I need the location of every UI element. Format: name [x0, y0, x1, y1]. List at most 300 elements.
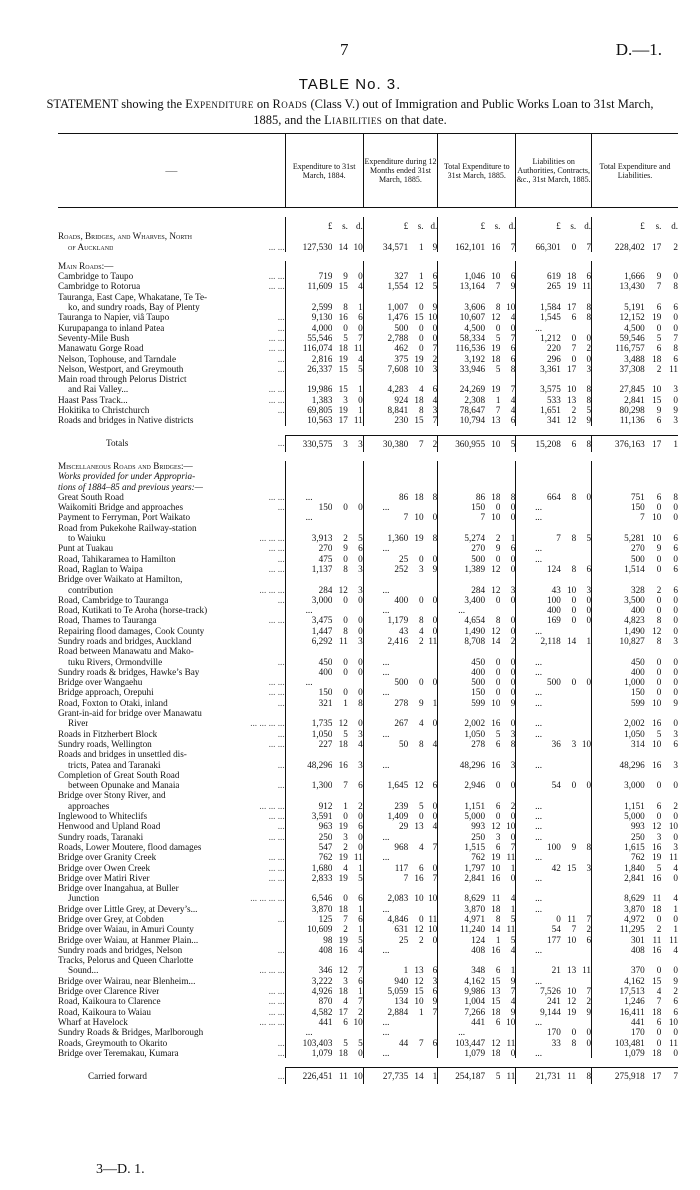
amount-shillings: 18 [491, 1047, 501, 1058]
amount-pounds: 177 [516, 935, 561, 945]
row-label-wrap [58, 323, 285, 333]
amount-pounds: ... [516, 904, 561, 914]
amount-pence [576, 729, 591, 739]
amount-pounds [516, 646, 561, 656]
amount-pence: 6 [358, 543, 363, 554]
amount-shillings [408, 790, 423, 800]
amount-pounds: 408 [285, 945, 332, 955]
amount-pence: 0 [586, 594, 592, 605]
empty-cell [592, 482, 645, 492]
row-label [58, 687, 285, 697]
amount-pence: 6 [358, 975, 363, 986]
row-label [58, 554, 285, 564]
row-label-wrap [58, 1048, 285, 1058]
amount-pounds: 500 [363, 677, 408, 687]
row-label-wrap [58, 636, 285, 646]
amount-shillings: 13 [414, 821, 424, 832]
row-label-wrap [58, 1027, 285, 1037]
row-label-text: Tracks, Pelorus and Queen Charlotte [58, 955, 194, 966]
amount-pounds: 150 [285, 687, 332, 697]
amount-pence: 0 [510, 831, 516, 842]
amount-pence: 11 [506, 852, 516, 863]
amount-shillings: 0 [656, 677, 662, 688]
amount-shillings: 10 [491, 697, 501, 708]
amount-pounds: 2,308 [438, 395, 485, 405]
amount-pounds [285, 374, 332, 384]
amount-pounds: 2,002 [592, 718, 645, 728]
row-label [58, 523, 285, 533]
amount-pence: 11 [669, 934, 678, 945]
amount-pounds: ... [516, 626, 561, 636]
amount-pence: 6 [673, 996, 678, 1007]
empty-cell [332, 471, 347, 481]
amount-shillings: 0 [343, 615, 348, 626]
amount-shillings: 12 [491, 821, 501, 832]
amount-pence: 2 [586, 343, 592, 354]
amount-pence [348, 955, 363, 965]
amount-pounds [285, 523, 332, 533]
amount-pence: 7 [510, 332, 516, 343]
row-label [58, 595, 285, 605]
amount-pounds: 1,360 [363, 533, 408, 543]
amount-pounds: 441 [592, 1017, 645, 1027]
table-row [58, 873, 678, 883]
row-label-text: Manawatu Gorge Road [58, 343, 144, 354]
leader-dots: ... [277, 780, 285, 791]
empty-cell [561, 231, 576, 241]
amount-shillings [645, 646, 662, 656]
table-row [58, 354, 678, 364]
amount-shillings: 5 [343, 332, 348, 343]
leader-dots: ... ... [268, 543, 285, 554]
amount-pence: 3 [510, 584, 516, 595]
row-label-text: Haast Pass Track... [58, 394, 128, 405]
amount-pounds: 4,823 [592, 615, 645, 625]
amount-pence: 7 [432, 1006, 438, 1017]
amount-pence: 4 [358, 944, 363, 955]
row-label-wrap [58, 996, 285, 1006]
amount-pence: 9 [510, 697, 516, 708]
amount-shillings [408, 883, 423, 893]
amount-pounds: 3,222 [285, 976, 332, 986]
amount-pence: 0 [673, 394, 678, 405]
amount-pence [424, 687, 438, 697]
amount-pounds: 751 [592, 492, 645, 502]
amount-pence: 3 [673, 415, 678, 426]
amount-pence: 11 [428, 635, 438, 646]
amount-shillings: 8 [343, 563, 348, 574]
amount-shillings: 19 [414, 533, 424, 544]
amount-pence: 5 [358, 533, 363, 544]
amount-shillings: 19 [491, 384, 501, 395]
amount-pounds: 4,162 [592, 976, 645, 986]
amount-pounds [363, 790, 408, 800]
amount-pence [500, 749, 515, 759]
amount-shillings: 13 [491, 415, 501, 426]
row-label-text: Road from Pukekohe Railway-station [58, 522, 197, 533]
amount-pence: 8 [586, 312, 592, 323]
amount-pence: 3 [432, 363, 438, 374]
empty-cell [285, 461, 332, 471]
subsection-heading: tions of 1884–85 and previous years:— [58, 481, 203, 492]
amount-pence: 9 [510, 1006, 516, 1017]
leader-dots: ... ... [268, 872, 285, 883]
table-row [58, 1038, 678, 1048]
amount-pounds: 296 [516, 354, 561, 364]
table-row [58, 302, 678, 312]
amount-pounds: 3,475 [285, 615, 332, 625]
row-label-wrap [58, 354, 285, 364]
amount-pounds: 116,074 [285, 343, 332, 353]
amount-shillings [408, 749, 423, 759]
amount-pence: 0 [510, 615, 516, 626]
amount-shillings [408, 852, 423, 862]
row-label-wrap [58, 364, 285, 374]
amount-pence [500, 790, 515, 800]
table-row [58, 312, 678, 322]
amount-shillings: 8 [495, 615, 501, 626]
row-label-text: Roads, Lower Moutere, flood damages [58, 841, 202, 852]
amount-pounds: 9,986 [438, 986, 485, 996]
amount-shillings: 0 [656, 656, 662, 667]
empty-cell [592, 231, 645, 241]
empty-cell [592, 471, 645, 481]
statement-on: on [253, 97, 273, 111]
row-label [58, 395, 285, 405]
amount-pence: 11 [428, 914, 438, 924]
empty-cell [363, 231, 408, 241]
amount-shillings: 0 [571, 615, 577, 626]
empty-cell [661, 461, 678, 471]
currency-unit: d. [508, 221, 516, 231]
amount-pounds: 1,050 [438, 729, 485, 739]
amount-pence: 0 [358, 687, 363, 698]
amount-shillings: 11 [567, 914, 577, 924]
row-label-wrap [58, 492, 285, 502]
amount-pounds: 103,403 [285, 1038, 332, 1048]
amount-pence: 10 [668, 821, 678, 832]
section-heading: Miscellaneous Roads and Bridges:— [58, 460, 193, 471]
amount-pence: 1 [510, 862, 516, 873]
spacer-row [58, 1058, 678, 1068]
row-label-text: tuku Rivers, Ormondville [68, 656, 163, 667]
amount-shillings [485, 292, 500, 302]
amount-pounds: 1,000 [592, 677, 645, 687]
amount-shillings: 0 [656, 666, 662, 677]
amount-pence: 5 [432, 281, 438, 292]
amount-pounds: 7 [363, 512, 408, 522]
amount-shillings: 5 [656, 862, 662, 873]
leader-dots: ... [277, 594, 285, 605]
row-label-wrap [58, 760, 285, 770]
amount-pence: 0 [673, 502, 678, 513]
amount-pounds: ... [363, 904, 408, 914]
amount-pounds [438, 374, 485, 384]
amount-shillings: 8 [495, 302, 501, 313]
amount-pounds: 250 [438, 832, 485, 842]
amount-pence [424, 749, 438, 759]
amount-shillings: 16 [652, 718, 662, 729]
leader-dots: ... [277, 944, 285, 955]
amount-pounds [363, 708, 408, 718]
amount-pounds [592, 749, 645, 759]
amount-pence: 11 [506, 1037, 516, 1048]
amount-shillings: 8 [571, 1037, 577, 1048]
amount-pounds: 1,300 [285, 780, 332, 790]
amount-pounds: ... [363, 945, 408, 955]
amount-shillings [561, 523, 576, 533]
amount-shillings: 3 [571, 738, 577, 749]
empty-cell [592, 261, 645, 271]
amount-pence: 0 [358, 394, 363, 405]
amount-pence [576, 574, 591, 584]
amount-shillings: 2 [418, 635, 424, 646]
leader-dots: ... [277, 553, 285, 564]
amount-pounds: 48,296 [285, 760, 332, 770]
row-label-wrap [58, 677, 285, 687]
amount-pence [576, 955, 591, 965]
amount-shillings: 15 [652, 975, 662, 986]
amount-shillings: 8 [343, 302, 348, 313]
amount-shillings: 8 [495, 914, 501, 924]
amount-pence: 2 [358, 800, 363, 811]
amount-shillings: 18 [338, 343, 348, 354]
amount-shillings [561, 574, 576, 584]
amount-shillings [561, 323, 576, 333]
empty-cell [500, 482, 515, 492]
amount-shillings [485, 770, 500, 780]
amount-shillings [561, 873, 576, 883]
amount-pence [500, 605, 515, 615]
table-row [58, 384, 678, 394]
currency-unit: s. [655, 221, 662, 231]
amount-pounds: 1,447 [285, 626, 332, 636]
amount-shillings: 10 [414, 893, 424, 904]
amount-pounds: 7 [363, 873, 408, 883]
amount-pounds: 301 [592, 935, 645, 945]
amount-pounds: 5,000 [592, 811, 645, 821]
amount-pence [424, 904, 438, 914]
amount-pounds: 2,118 [516, 636, 561, 646]
amount-pence: 0 [673, 872, 678, 883]
leader-dots: ... [277, 821, 285, 832]
amount-pounds: 2,833 [285, 873, 332, 883]
amount-pounds: 1,151 [592, 801, 645, 811]
amount-pence [576, 821, 591, 831]
leader-dots: ... [277, 438, 285, 449]
amount-shillings: 10 [491, 512, 501, 523]
row-label [58, 924, 285, 934]
leader-dots: ... ... [268, 986, 285, 997]
amount-shillings: 18 [652, 1006, 662, 1017]
amount-shillings: 18 [566, 271, 577, 282]
amount-pounds: 3,606 [438, 302, 485, 312]
amount-pence: 10 [581, 738, 592, 749]
row-label-text: River [68, 718, 89, 729]
amount-pounds: 11,295 [592, 924, 645, 934]
amount-pounds: 11,136 [592, 415, 645, 425]
amount-pounds: ... [516, 718, 561, 728]
row-label-wrap [58, 687, 285, 697]
amount-shillings: 13 [414, 965, 424, 976]
amount-pounds: 127,530 [285, 242, 332, 252]
amount-pounds: 8,708 [438, 636, 485, 646]
amount-pence: 7 [661, 1068, 678, 1085]
amount-pounds: 1,651 [516, 405, 561, 415]
row-label-text: Bridge over Waiau, at Hanmer Plain... [58, 934, 199, 945]
amount-shillings: 0 [495, 322, 501, 333]
amount-shillings [561, 832, 576, 842]
amount-pence [500, 1027, 515, 1037]
amount-pounds: 500 [363, 323, 408, 333]
amount-pence [348, 605, 363, 615]
amount-pounds [438, 646, 485, 656]
amount-pence [661, 523, 678, 533]
amount-shillings: 7 [656, 996, 662, 1007]
amount-pounds [438, 955, 485, 965]
amount-pence: 0 [586, 353, 592, 364]
amount-shillings: 19 [338, 934, 348, 945]
amount-pounds: 328 [592, 585, 645, 595]
row-label-text: Road between Manawatu and Mako- [58, 646, 194, 657]
amount-pounds: 267 [363, 718, 408, 728]
amount-pounds: 24,269 [438, 384, 485, 394]
row-label-wrap [58, 924, 285, 934]
amount-shillings: 12 [338, 584, 348, 595]
amount-shillings: 4 [418, 841, 424, 852]
amount-pounds: 5,191 [592, 302, 645, 312]
amount-pounds: 100 [516, 842, 561, 852]
amount-shillings: 19 [338, 821, 348, 832]
amount-pence: 4 [510, 405, 516, 416]
amount-shillings: 6 [343, 1016, 348, 1027]
amount-shillings: 7 [343, 914, 348, 924]
amount-pounds: 314 [592, 739, 645, 749]
amount-pounds: 993 [592, 821, 645, 831]
row-label [58, 281, 285, 291]
amount-pounds: 265 [516, 281, 561, 291]
amount-shillings: 0 [418, 677, 424, 688]
amount-pence: 3 [432, 405, 438, 416]
amount-pence: 10 [428, 893, 438, 904]
amount-shillings [561, 502, 576, 512]
row-label [58, 574, 285, 584]
table-row [58, 543, 678, 553]
row-label [58, 615, 285, 625]
amount-pounds: 2,416 [363, 636, 408, 646]
amount-pounds: 239 [363, 801, 408, 811]
amount-pounds: 78,647 [438, 405, 485, 415]
amount-pounds: 1,050 [285, 729, 332, 739]
empty-cell [348, 471, 363, 481]
amount-pounds: 150 [592, 687, 645, 697]
amount-pence: 0 [432, 718, 438, 729]
amount-shillings: 10 [414, 996, 424, 1007]
amount-shillings: 3 [343, 831, 348, 842]
row-label-wrap [58, 595, 285, 605]
table-row [58, 698, 678, 708]
amount-pounds: 21 [516, 965, 561, 975]
row-label [58, 832, 285, 842]
row-label-text: Tauranga to Napier, viâ Taupo [58, 312, 170, 323]
amount-pounds: 1,409 [363, 811, 408, 821]
amount-pence: 0 [673, 1047, 678, 1058]
amount-shillings: 19 [652, 312, 662, 323]
amount-shillings: 1 [495, 394, 501, 405]
row-label [58, 564, 285, 574]
amount-pounds [285, 955, 332, 965]
amount-shillings [408, 523, 423, 533]
statement-liabilities: Liabilities [324, 113, 383, 127]
amount-pence: 4 [358, 353, 363, 364]
amount-pence: 8 [432, 491, 438, 502]
amount-pence: 6 [358, 821, 363, 832]
amount-pounds: 762 [592, 852, 645, 862]
amount-shillings: 4 [418, 718, 424, 729]
amount-shillings: 0 [571, 1027, 577, 1038]
amount-pence: 0 [510, 594, 516, 605]
row-label [58, 667, 285, 677]
amount-pounds [363, 292, 408, 302]
amount-pounds [363, 955, 408, 965]
amount-pounds: ... [516, 821, 561, 831]
amount-pounds: 341 [516, 415, 561, 425]
table-row [58, 626, 678, 636]
row-label [58, 405, 285, 415]
row-label-text: Waikomiti Bridge and approaches [58, 502, 184, 513]
amount-pence [500, 955, 515, 965]
empty-cell [485, 482, 500, 492]
row-label-wrap [58, 976, 285, 986]
amount-pounds: 13,430 [592, 281, 645, 291]
amount-pence: 0 [432, 811, 438, 822]
amount-shillings: 19 [338, 353, 348, 364]
amount-pounds: 1,151 [438, 801, 485, 811]
amount-pounds: 150 [438, 687, 485, 697]
amount-pounds [285, 646, 332, 656]
row-label [58, 502, 285, 512]
section-heading-row [58, 461, 678, 471]
amount-shillings: 19 [566, 1006, 577, 1017]
row-label-text: Sundry roads and bridges, Auckland [58, 635, 192, 646]
amount-pounds: ... [516, 760, 561, 770]
empty-cell [561, 482, 576, 492]
amount-pounds: 69,805 [285, 405, 332, 415]
row-label [58, 1068, 285, 1085]
amount-pounds: 500 [516, 677, 561, 687]
row-label-wrap [58, 646, 285, 656]
row-label-wrap [58, 605, 285, 615]
empty-cell [348, 261, 363, 271]
amount-shillings: 0 [571, 332, 577, 343]
amount-pence: 6 [358, 780, 363, 791]
table-row [58, 667, 678, 677]
amount-shillings [561, 292, 576, 302]
empty-cell [424, 261, 438, 271]
column-header-total-exp-liab: Total Expenditure and Liabilities. [592, 134, 678, 208]
amount-pounds [516, 883, 561, 893]
amount-shillings: 16 [491, 759, 501, 770]
empty-cell [438, 482, 485, 492]
amount-pence: 6 [358, 312, 363, 323]
amount-shillings: 0 [656, 322, 662, 333]
empty-cell [285, 482, 332, 492]
amount-shillings: 10 [652, 384, 662, 395]
amount-shillings: 4 [343, 996, 348, 1007]
amount-pounds: 3,400 [438, 595, 485, 605]
table-row [58, 863, 678, 873]
amount-shillings: 18 [414, 491, 424, 502]
